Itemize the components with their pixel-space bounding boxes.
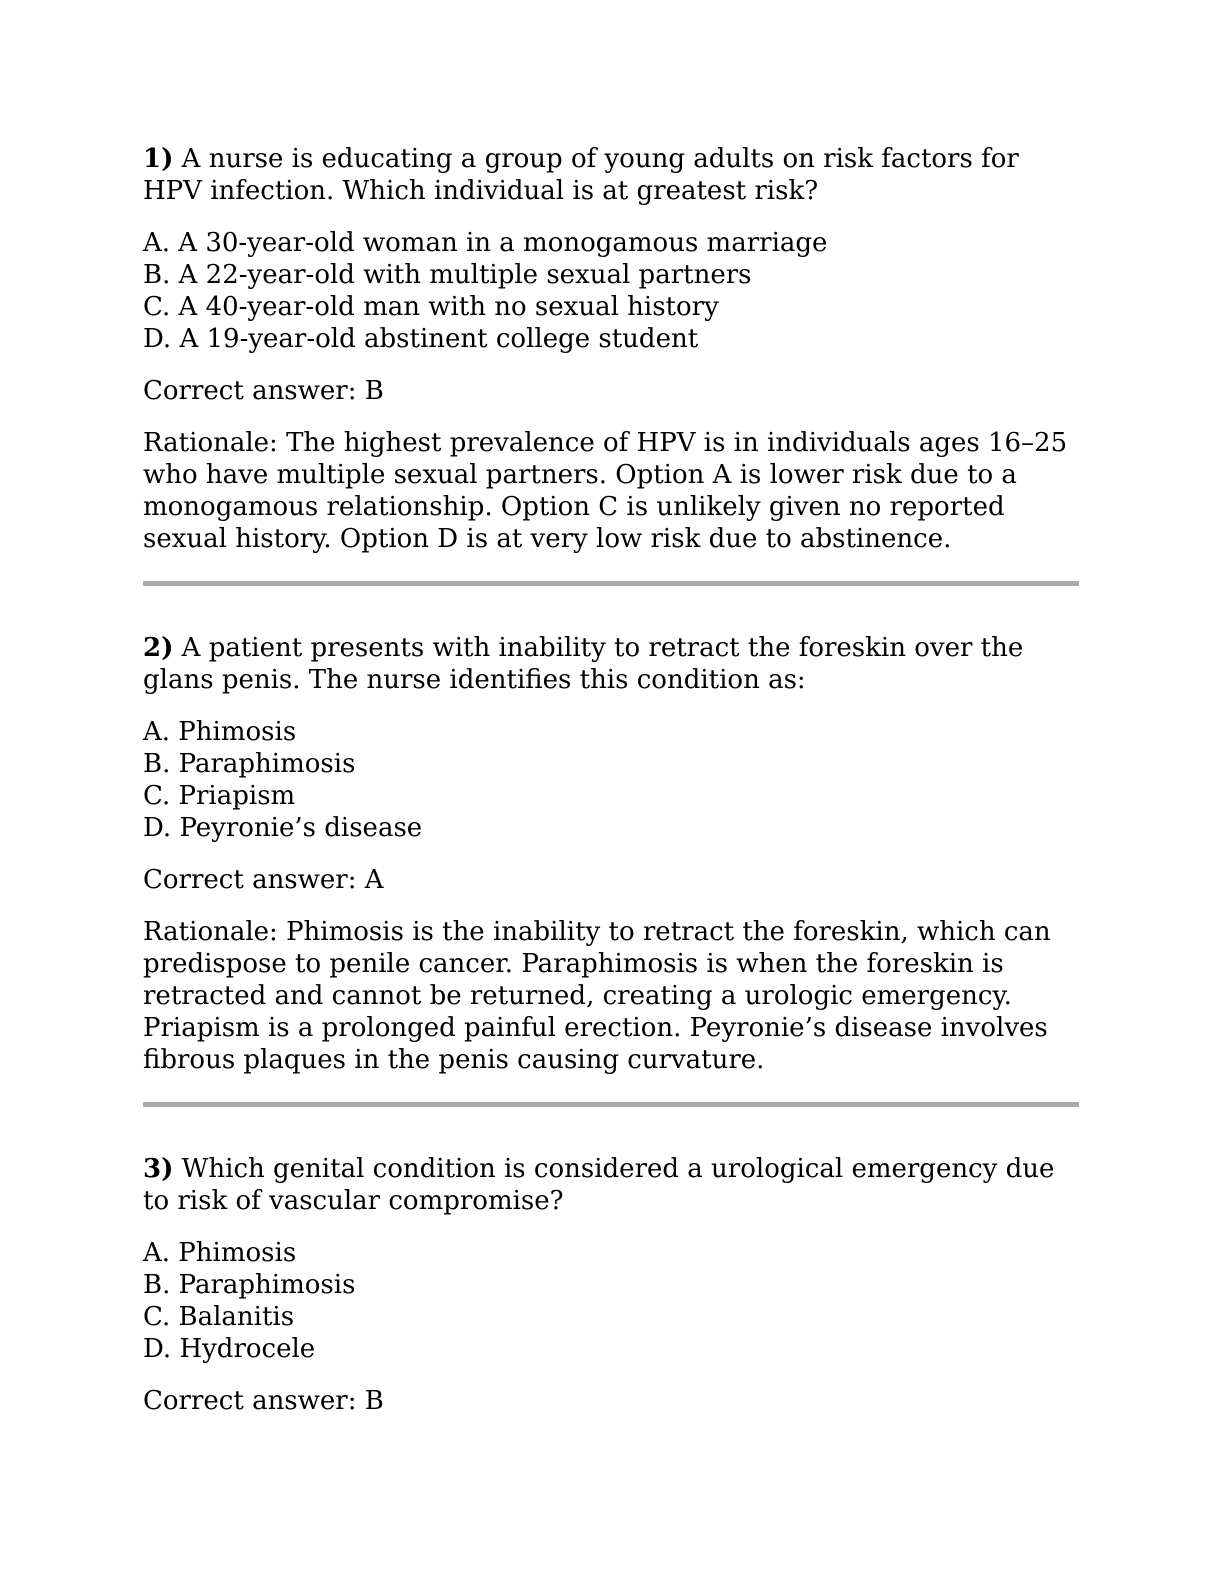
correct-answer-1: Correct answer: B xyxy=(143,376,384,406)
question-body-1: A nurse is educating a group of young adults on risk factors for HPV infection. Which individual is at greatest risk? xyxy=(143,144,1019,206)
options-list-1 xyxy=(143,227,1079,355)
section-divider-2 xyxy=(143,1102,1079,1107)
option-3d: D. Hydrocele xyxy=(143,1334,316,1364)
question-number-1: 1) xyxy=(143,144,174,174)
question-text-1 xyxy=(143,143,1079,207)
correct-answer-3: Correct answer: B xyxy=(143,1386,384,1416)
option-2d: D. Peyronie’s disease xyxy=(143,813,423,843)
option-1b: B. A 22-year-old with multiple sexual partners xyxy=(143,260,752,290)
options-list-3 xyxy=(143,1237,1079,1365)
section-divider-1 xyxy=(143,581,1079,586)
question-block-3 xyxy=(143,1153,1079,1417)
option-1c: C. A 40-year-old man with no sexual history xyxy=(143,292,719,322)
question-number-2: 2) xyxy=(143,633,174,663)
question-text-3 xyxy=(143,1153,1079,1217)
option-3a: A. Phimosis xyxy=(143,1238,297,1268)
option-1a: A. A 30-year-old woman in a monogamous marriage xyxy=(143,228,828,258)
option-3c: C. Balanitis xyxy=(143,1302,295,1332)
options-list-2 xyxy=(143,716,1079,844)
rationale-2: Rationale: Phimosis is the inability to retract the foreskin, which can predispose to penile cancer. Paraphimosis is when the foreskin is retracted and cannot be returned, creating a urologic emergency. Priapism is a prolonged painful erection. Peyronie’s disease involves fibrous plaques in the penis causing curvature. xyxy=(143,917,1051,1075)
question-body-3: Which genital condition is considered a urological emergency due to risk of vascular compromise? xyxy=(143,1154,1055,1216)
question-number-3: 3) xyxy=(143,1154,174,1184)
question-text-2 xyxy=(143,632,1079,696)
rationale-1: Rationale: The highest prevalence of HPV is in individuals ages 16–25 who have multiple sexual partners. Option A is lower risk due to a monogamous relationship. Option C is unlikely given no reported sexual history. Option D is at very low risk due to abstinence. xyxy=(143,428,1068,554)
question-body-2: A patient presents with inability to retract the foreskin over the glans penis. The nurse identifies this condition as: xyxy=(143,633,1024,695)
option-2a: A. Phimosis xyxy=(143,717,297,747)
correct-answer-2: Correct answer: A xyxy=(143,865,384,895)
option-1d: D. A 19-year-old abstinent college student xyxy=(143,324,699,354)
option-2b: B. Paraphimosis xyxy=(143,749,356,779)
question-block-1 xyxy=(143,143,1079,555)
question-block-2 xyxy=(143,632,1079,1076)
option-2c: C. Priapism xyxy=(143,781,296,811)
option-3b: B. Paraphimosis xyxy=(143,1270,356,1300)
